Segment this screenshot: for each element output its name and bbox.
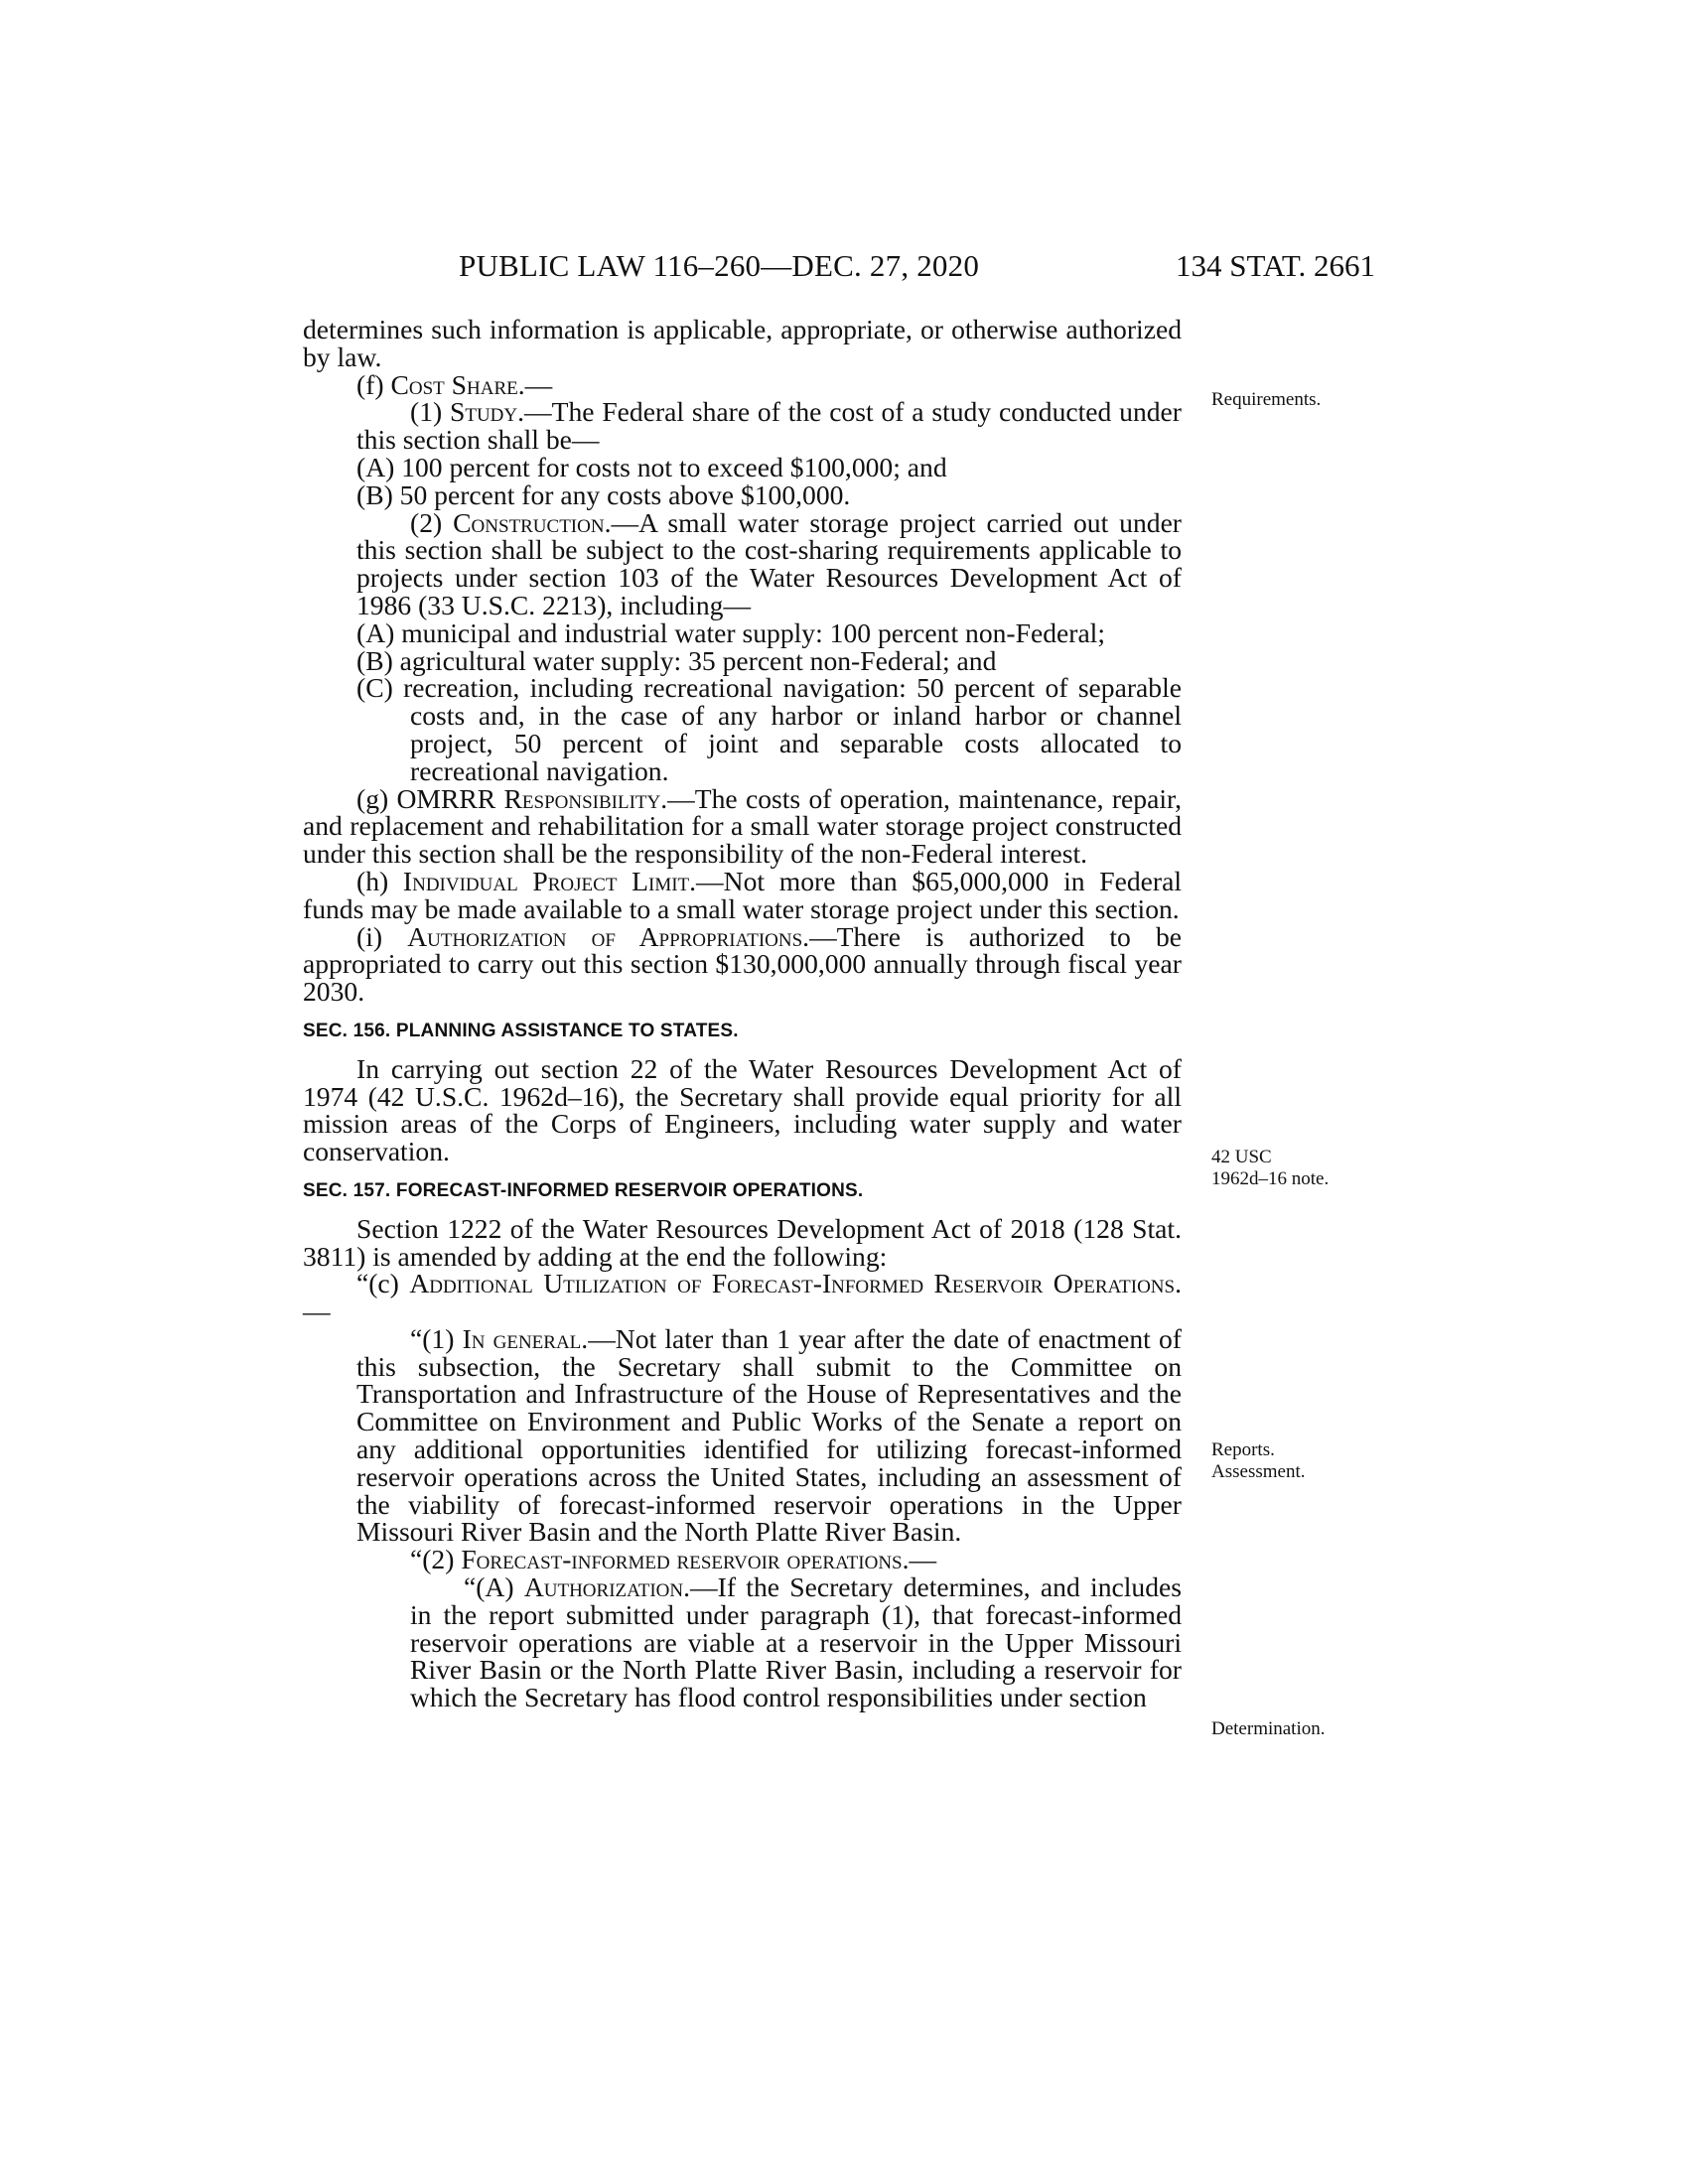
- paragraph-f2: [303, 506, 1182, 620]
- subsection-g-text: —The costs of operation, maintenance, repair, and replacement and rehabilitation for a small water storage project constructed under this section shall be the responsibility of the non-Federal interest.: [303, 782, 1183, 870]
- page-header: [298, 248, 1375, 288]
- subsection-g: [303, 782, 1183, 870]
- subsection-h: [303, 865, 1182, 924]
- subsection-g-heading: Responsibility.: [503, 782, 668, 814]
- margin-note-reports-line: Reports.: [1211, 1439, 1275, 1460]
- stat-page-number: 134 STAT. 2661: [1175, 248, 1375, 283]
- subsection-f-heading: Cost Share.: [390, 368, 525, 400]
- subsection-i-number: (i): [356, 920, 408, 952]
- margin-note-reports: [1211, 1439, 1305, 1483]
- subsection-i-heading: Authorization of Appropriations.: [407, 920, 810, 952]
- paragraph-f1-text: —The Federal share of the cost of a study conducted under this section shall be—: [356, 396, 1182, 456]
- margin-note-usc-line2: 1962d–16 note.: [1211, 1168, 1330, 1189]
- subparagraph-f1b: (B) 50 percent for any costs above $100,000.: [356, 478, 851, 510]
- margin-note-determination: Determination.: [1211, 1718, 1326, 1739]
- subsection-f-number: (f): [356, 368, 391, 400]
- paragraph-continuation: determines such information is applicable, appropriate, or otherwise authorized by law.: [303, 314, 1182, 372]
- subsection-i: [303, 920, 1182, 1008]
- quoted-paragraph-c2-number: “(2): [410, 1544, 462, 1575]
- quoted-subparagraph-c2a-text: —If the Secretary determines, and includes in the report submitted under paragraph (1), that forecast-informed reservoir operations are viable at a reservoir in the Upper Missouri River Basin or the North Platte River Basin, including a reservoir for which the Secretary has flood control responsibilities under section: [410, 1571, 1183, 1713]
- subsection-g-number: (g) OMRRR: [356, 782, 504, 814]
- subsection-i-text: —There is authorized to be appropriated to carry out this section $130,000,000 annually through fiscal year 2030.: [303, 920, 1182, 1008]
- subsection-h-heading: Individual Project Limit.: [402, 865, 697, 896]
- quoted-paragraph-c1-heading: In general.: [462, 1322, 589, 1354]
- subsection-h-text: —Not more than $65,000,000 in Federal funds may be made available to a small water storage project under this section.: [303, 865, 1182, 924]
- margin-note-requirements: Requirements.: [1211, 389, 1322, 410]
- subsection-f-dash: —: [524, 368, 553, 400]
- quoted-paragraph-c2-dash: —: [909, 1544, 937, 1575]
- margin-note-usc: [1211, 1147, 1329, 1190]
- quoted-paragraph-c1-text: —Not later than 1 year after the date of enactment of this subsection, the Secretary shall submit to the Committee on Transportation and Infrastructure of the House of Representatives and the Committee on Environment and Public Works of the Senate a report on any additional opportunities identified for utilizing forecast-informed reservoir operations across the United States, including an assessment of the viability of forecast-informed reservoir operations in the Upper Missouri River Basin and the North Platte River Basin.: [356, 1322, 1182, 1548]
- subparagraph-f2b: (B) agricultural water supply: 35 percent non-Federal; and: [356, 644, 997, 676]
- paragraph-f2-text: —A small water storage project carried out under this section shall be subject to the cost-sharing requirements applicable to projects under section 103 of the Water Resources Development Act of 1986 (33 U.S.C. 2213), including—: [356, 506, 1182, 620]
- quoted-paragraph-c2-heading: Forecast-informed reservoir operations.: [461, 1544, 910, 1575]
- quoted-subsection-c-number: “(c): [356, 1268, 410, 1299]
- quoted-subsection-c-dash: —: [303, 1296, 331, 1327]
- paragraph-f2-number: (2): [410, 506, 454, 538]
- subparagraph-f2c: (C) recreation, including recreational navigation: 50 percent of separable costs and, in the case of any harbor or inland harbor or channel project, 50 percent of joint and separable costs allocated to recreational navigation.: [356, 672, 1182, 786]
- paragraph-f2-heading: Construction.: [453, 506, 612, 538]
- quoted-subsection-c-heading: Additional Utilization of Forecast-Informed Reservoir Operations.: [409, 1268, 1182, 1299]
- section-156-heading: SEC. 156. PLANNING ASSISTANCE TO STATES.: [303, 1020, 739, 1041]
- quoted-subparagraph-c2a-number: “(A): [464, 1571, 524, 1603]
- paragraph-f1: [303, 398, 1182, 454]
- document-body: [303, 316, 1182, 1711]
- section-157-heading: SEC. 157. FORECAST-INFORMED RESERVOIR OPERATIONS.: [303, 1179, 864, 1201]
- subsection-f: [303, 368, 1182, 400]
- subparagraph-f2a: (A) municipal and industrial water supply: 100 percent non-Federal;: [356, 616, 1106, 648]
- paragraph-f1-number: (1): [410, 396, 450, 428]
- quoted-paragraph-c1-number: “(1): [410, 1322, 463, 1354]
- subparagraph-f1a: (A) 100 percent for costs not to exceed $100,000; and: [356, 451, 947, 482]
- quoted-subparagraph-c2a: [356, 1573, 1182, 1711]
- quoted-subparagraph-c2a-heading: Authorization.: [523, 1571, 691, 1603]
- margin-note-usc-line1: 42 USC: [1211, 1147, 1272, 1167]
- paragraph-f1-heading: Study.: [450, 396, 525, 428]
- quoted-paragraph-c1: [303, 1322, 1182, 1548]
- quoted-subsection-c: [303, 1270, 1182, 1325]
- margin-note-assessment-line: Assessment.: [1211, 1461, 1306, 1482]
- subsection-h-number: (h): [356, 865, 403, 896]
- section-156-text: In carrying out section 22 of the Water Resources Development Act of 1974 (42 U.S.C. 1962d–16), the Secretary shall provide equal priority for all mission areas of the Corps of Engineers, including water supply and water conservation.: [303, 1052, 1182, 1167]
- running-head-title: PUBLIC LAW 116–260—DEC. 27, 2020: [459, 248, 980, 283]
- section-157-text: Section 1222 of the Water Resources Development Act of 2018 (128 Stat. 3811) is amended by adding at the end the following:: [303, 1212, 1182, 1272]
- quoted-subparagraph-c2a-wrapper: [303, 1573, 1182, 1711]
- quoted-paragraph-c2: [303, 1546, 1182, 1573]
